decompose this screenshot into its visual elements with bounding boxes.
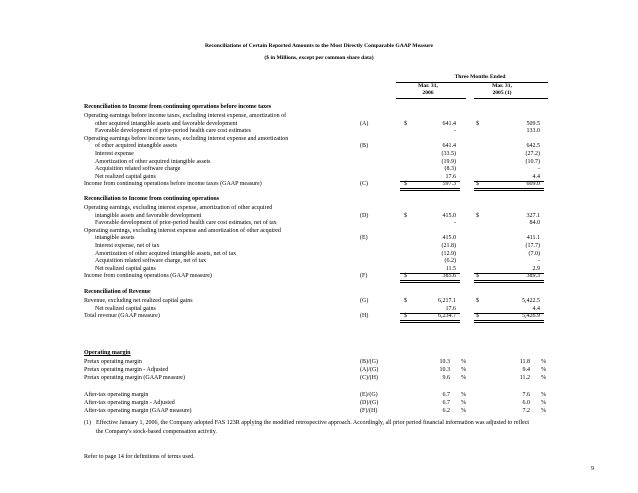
value-2006: (21.8) [441, 243, 456, 249]
margin-label: Pretax operating margin - Adjusted [84, 367, 169, 373]
row-label: Amortization of other acquired intangible assets, net of tax [95, 250, 237, 257]
total-rule [400, 322, 460, 323]
footnote-line1: Effective January 1, 2006, the Company adopted FAS 123R applying the modified retrospective approach. Accordingly, all prior period financial information was adjusted to reflect [96, 420, 530, 426]
value-2005: 84.0 [529, 220, 540, 227]
pct-sign: % [541, 400, 546, 406]
row-ref: (C) [360, 181, 368, 188]
row-label: Favorable development of prior-period health care cost estimates, net of tax [95, 220, 277, 227]
dollar-sign: $ [404, 273, 407, 280]
page-title: Reconciliations of Certain Reported Amounts to the Most Directly Comparable GAAP Measure [204, 43, 433, 49]
value-2006: 415.0 [442, 212, 456, 219]
value-2006: 17.6 [445, 173, 456, 180]
total-rule [474, 282, 544, 283]
footnote-marker: (1) [84, 420, 91, 426]
dollar-sign: $ [404, 181, 407, 188]
value-2005: 327.1 [526, 212, 540, 219]
pct-sign: % [461, 392, 466, 398]
value-2006: 597.3 [442, 181, 456, 188]
row-label: Operating earnings, excluding interest expense, amortization of other acquired [84, 205, 273, 211]
refer-note: Refer to page 14 for definitions of terms used. [84, 454, 195, 460]
pct-sign: % [461, 400, 466, 406]
value-2005: - [538, 166, 540, 173]
dollar-sign: $ [476, 181, 479, 188]
row-label: Interest expense [95, 151, 134, 157]
pct-sign: % [541, 408, 546, 414]
footnote-line2: the Company's stock-based compensation activity. [96, 429, 217, 435]
row-label: Net realized capital gains [95, 265, 156, 272]
value-2005: 411.1 [526, 235, 540, 242]
margin-label: Pretax operating margin [84, 359, 142, 365]
row-ref: (F) [360, 273, 368, 280]
row-ref: (E) [360, 235, 368, 242]
margin-ref: (C)/(H) [360, 375, 378, 381]
dollar-sign: $ [404, 298, 407, 304]
row-ref: (D) [360, 212, 369, 219]
value-2005: 5,422.5 [522, 298, 540, 304]
pct-sign: % [541, 375, 546, 381]
dollar-sign: $ [476, 120, 479, 127]
row-label: Net realized capital gains [95, 173, 156, 180]
value-2006: 641.4 [442, 143, 456, 150]
col2-header-underline [474, 98, 548, 99]
margin-2006: 9.6 [442, 375, 450, 381]
row-label: Revenue, excluding net realized capital gains [84, 298, 193, 304]
section3-heading: Reconciliation of Revenue [84, 289, 151, 295]
value-2006: (19.9) [441, 158, 456, 165]
row-ref: (A) [360, 120, 369, 127]
value-2006: (8.3) [444, 166, 456, 173]
margin-ref: (B)/(G) [360, 359, 378, 365]
dollar-sign: $ [404, 212, 407, 219]
total-rule [474, 190, 544, 191]
margin-ref: (A)/(G) [360, 367, 379, 373]
value-2005: 5,426.9 [522, 313, 540, 320]
period-header: Three Months Ended [454, 74, 506, 80]
pct-sign: % [541, 392, 546, 398]
col1-header-line2: 2006 [422, 90, 434, 96]
pct-sign: % [461, 367, 466, 373]
margin-2005: 11.8 [519, 359, 530, 365]
dollar-sign: $ [476, 273, 479, 280]
page-number: 9 [591, 466, 594, 472]
value-2006: 6,234.7 [438, 313, 456, 320]
value-2006: 17.6 [445, 305, 456, 312]
margin-ref: (F)/(H) [360, 408, 378, 414]
row-label: Income from continuing operations before income taxes (GAAP measure) [84, 181, 262, 188]
dollar-sign: $ [476, 298, 479, 304]
value-2005: (7.0) [528, 250, 540, 257]
value-2006: - [454, 128, 456, 135]
value-2005: (17.7) [525, 243, 540, 249]
row-label: intangible assets and favorable development [95, 212, 202, 219]
margin-2006: 10.3 [439, 367, 450, 373]
value-2005: 4.4 [532, 305, 540, 312]
row-label: Acquisition related software charge, net of tax [95, 258, 207, 265]
col2-header-line1: Mar. 31, [492, 83, 512, 89]
pct-sign: % [461, 375, 466, 381]
row-label: Total revenue (GAAP measure) [84, 313, 160, 320]
row-label: Operating earnings before income taxes, excluding interest expense and amortization [84, 135, 289, 142]
value-2005: 642.5 [526, 143, 540, 150]
row-label: Amortization of other acquired intangible assets [95, 158, 211, 165]
value-2005: 4.4 [532, 173, 540, 180]
row-label: Net realized capital gains [95, 305, 156, 312]
margin-ref: (E)/(G) [360, 392, 378, 398]
margin-2005: 6.0 [522, 400, 530, 406]
value-2006: 385.6 [442, 273, 456, 280]
margin-label: After-tax operating margin [84, 392, 149, 398]
page-subtitle: ($ in Millions, except per common share data) [264, 55, 374, 61]
margin-ref: (D)/(G) [360, 400, 379, 406]
col2-header-line2: 2005 (1) [492, 90, 512, 96]
value-2005: 2.9 [532, 265, 540, 272]
row-label: Income from continuing operations (GAAP measure) [84, 273, 212, 280]
section1-heading: Reconciliation to Income from continuing operations before income taxes [84, 104, 272, 110]
col1-header-underline [396, 98, 466, 99]
value-2005: 389.3 [526, 273, 540, 280]
margin-2006: 6.7 [442, 392, 450, 398]
row-label: Acquisition related software charge [95, 166, 181, 173]
row-label: Interest expense, net of tax [95, 243, 160, 249]
col1-header-line1: Mar. 31, [418, 83, 438, 89]
dollar-sign: $ [476, 313, 479, 320]
value-2006: 415.0 [442, 235, 456, 242]
margin-label: Pretax operating margin (GAAP measure) [84, 375, 185, 381]
pct-sign: % [461, 359, 466, 365]
value-2006: 641.4 [442, 120, 456, 127]
dollar-sign: $ [404, 313, 407, 320]
pct-sign: % [541, 359, 546, 365]
section2-heading: Reconciliation to Income from continuing operations [84, 196, 220, 202]
value-2005: (27.2) [525, 151, 540, 157]
dollar-sign: $ [404, 120, 407, 127]
value-2006: 11.5 [445, 265, 456, 272]
value-2006: (33.5) [441, 151, 456, 157]
value-2006: (12.9) [441, 250, 456, 257]
total-rule [400, 282, 460, 283]
row-label: intangible assets [95, 235, 135, 242]
pct-sign: % [461, 408, 466, 414]
row-ref: (B) [360, 143, 368, 150]
margin-2006: 6.2 [442, 408, 450, 414]
margin-2005: 7.2 [522, 408, 530, 414]
row-label: of other acquired intangible assets [95, 143, 177, 150]
row-ref: (G) [360, 298, 369, 304]
dollar-sign: $ [476, 212, 479, 219]
row-label: Operating earnings, excluding interest expense and amortization of other acquired [84, 227, 281, 234]
value-2005: (10.7) [525, 158, 540, 165]
value-2005: - [538, 258, 540, 265]
value-2005: 509.5 [526, 120, 540, 127]
margins-heading: Operating margin [84, 350, 131, 356]
value-2006: (6.2) [444, 258, 456, 265]
value-2006: 6,217.1 [438, 298, 456, 304]
value-2005: 609.0 [526, 181, 540, 188]
row-label: Favorable development of prior-period health care cost estimates [95, 128, 251, 135]
value-2006: - [454, 220, 456, 227]
pct-sign: % [541, 367, 546, 373]
margin-2005: 11.2 [519, 375, 530, 381]
margin-2005: 9.4 [522, 367, 530, 373]
value-2005: 133.0 [526, 128, 540, 135]
margin-label: After-tax operating margin - Adjusted [84, 400, 175, 406]
row-label: Operating earnings before income taxes, excluding interest expense, amortization of [84, 113, 287, 119]
total-rule [400, 190, 460, 191]
row-ref: (H) [360, 313, 369, 320]
margin-2005: 7.6 [522, 392, 530, 398]
margin-2006: 10.3 [439, 359, 450, 365]
margin-label: After-tax operating margin (GAAP measure) [84, 408, 192, 414]
row-label: other acquired intangible assets and favorable development [95, 120, 238, 127]
total-rule [474, 322, 544, 323]
margin-2006: 6.7 [442, 400, 450, 406]
